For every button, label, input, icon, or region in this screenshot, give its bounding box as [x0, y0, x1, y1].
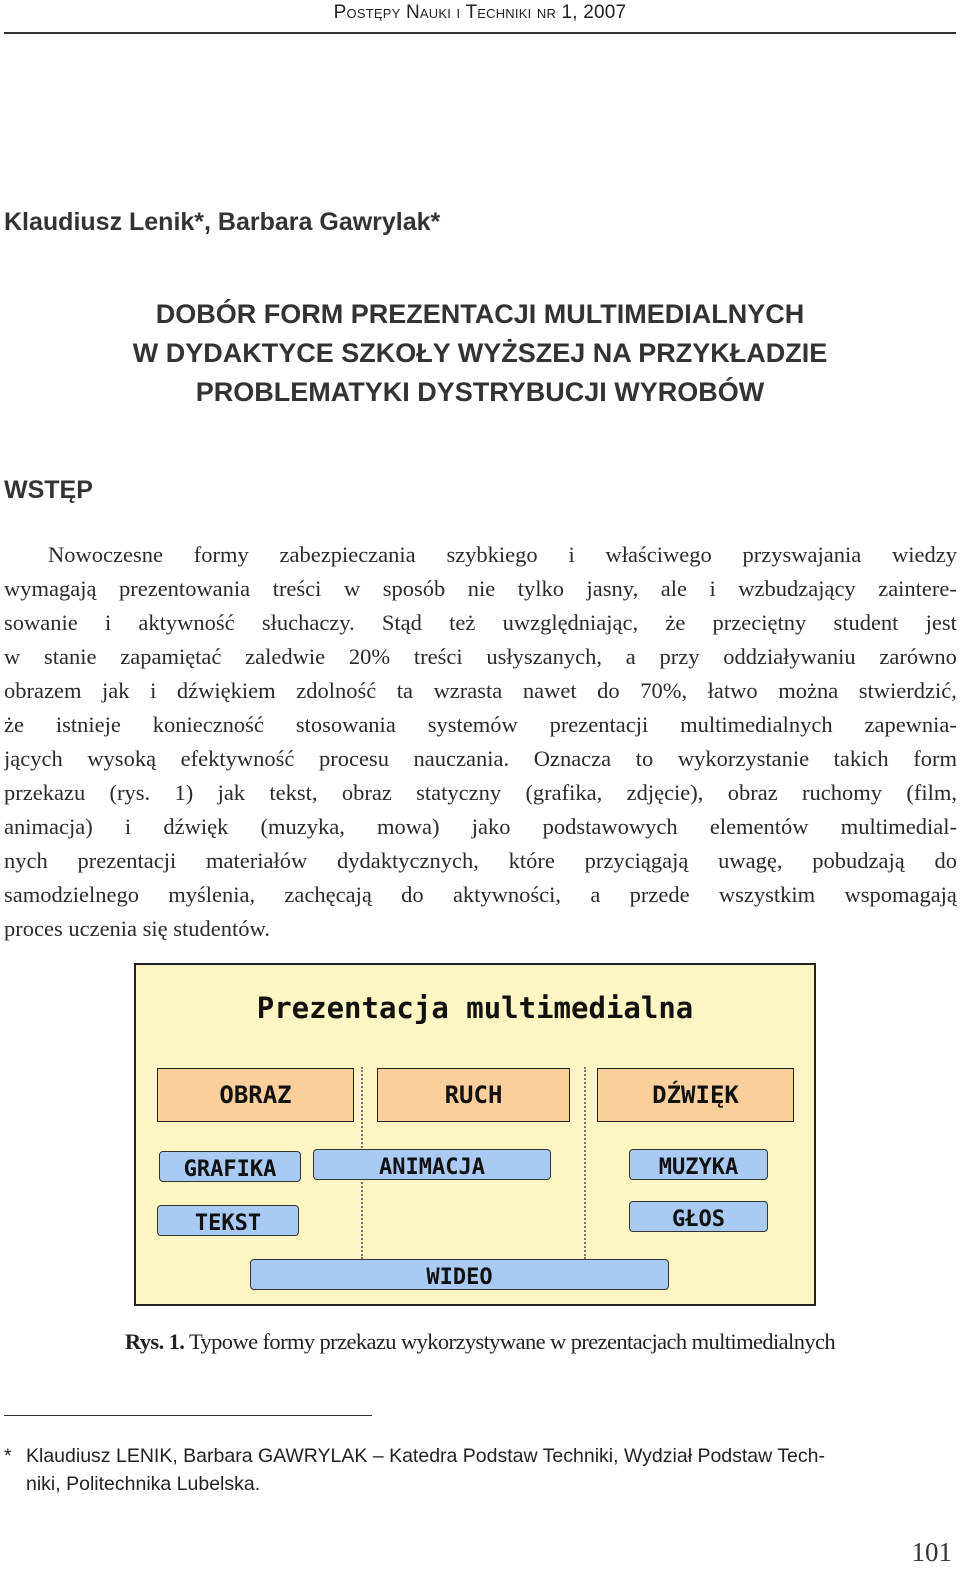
- body-word: student: [833, 610, 899, 635]
- body-word: w: [343, 576, 361, 601]
- body-word: prezentacji: [77, 848, 177, 873]
- category-dzwiek: DŹWIĘK: [597, 1068, 794, 1122]
- body-word: systemów: [427, 712, 518, 737]
- body-word: a: [590, 882, 601, 907]
- body-word: dźwięk: [163, 814, 229, 839]
- footnote-line: niki, Politechnika Lubelska.: [26, 1473, 261, 1495]
- body-word: aktywności,: [452, 882, 562, 907]
- body-line: proces uczenia się studentów.: [4, 916, 270, 941]
- item-tekst: TEKST: [157, 1205, 299, 1236]
- body-word: 1): [174, 780, 194, 805]
- body-word: (grafika,: [525, 780, 603, 805]
- footnote-rule: [4, 1415, 372, 1416]
- body-word: zdjęcie),: [626, 780, 704, 805]
- body-word: wiedzy: [891, 542, 957, 567]
- item-animacja: ANIMACJA: [313, 1149, 551, 1180]
- body-word: stwierdzić,: [858, 678, 957, 703]
- body-word: konieczność: [152, 712, 264, 737]
- body-line: [4, 538, 957, 572]
- body-word: zaintere-: [878, 576, 957, 601]
- body-word: zapewnia-: [864, 712, 957, 737]
- header-rule: [4, 32, 956, 34]
- body-word: przeciętny: [712, 610, 807, 635]
- body-word: przede: [629, 882, 690, 907]
- body-word: i: [709, 576, 716, 601]
- body-word: usłyszanych,: [486, 644, 602, 669]
- body-word: ta: [396, 678, 413, 703]
- item-muzyka: MUZYKA: [629, 1149, 768, 1180]
- body-word: statyczny: [416, 780, 502, 805]
- body-word: można: [778, 678, 839, 703]
- body-word: treści: [272, 576, 322, 601]
- body-word: do: [934, 848, 957, 873]
- body-word: też: [449, 610, 476, 635]
- body-word: pobudzają: [812, 848, 905, 873]
- page-number: 101: [911, 1537, 952, 1567]
- body-word: wysoką: [87, 746, 157, 771]
- body-word: stanie: [44, 644, 97, 669]
- body-word: prezentowania: [118, 576, 251, 601]
- body-word: oddziaływaniu: [723, 644, 856, 669]
- running-header: [0, 0, 960, 38]
- body-word: istnieje: [55, 712, 121, 737]
- body-word: dydaktycznych,: [337, 848, 479, 873]
- column-divider: [584, 1067, 586, 1259]
- body-word: zaledwie: [245, 644, 326, 669]
- body-word: to: [635, 746, 654, 771]
- body-word: efektywność: [180, 746, 295, 771]
- body-word: materiałów: [206, 848, 308, 873]
- body-word: że: [665, 610, 686, 635]
- body-word: 20%: [348, 644, 391, 669]
- body-word: jasny,: [586, 576, 639, 601]
- body-word: obrazem: [4, 678, 82, 703]
- body-word: multimedial-: [840, 814, 957, 839]
- body-line: [4, 674, 957, 708]
- body-word: wymagają: [4, 576, 97, 601]
- footnote-line: Klaudiusz LENIK, Barbara GAWRYLAK – Katedra Podstaw Techniki, Wydział Podstaw Tech-: [26, 1445, 825, 1467]
- caption-label: Rys. 1.: [124, 1329, 185, 1354]
- body-word: zapamiętać: [120, 644, 222, 669]
- body-word: przyswajania: [742, 542, 862, 567]
- body-word: w: [4, 644, 21, 669]
- body-word: zdolność: [296, 678, 377, 703]
- body-word: zachęcają: [284, 882, 372, 907]
- body-line: [4, 878, 957, 912]
- category-ruch: RUCH: [377, 1068, 570, 1122]
- body-word: mowa): [377, 814, 440, 839]
- body-line: [4, 810, 957, 844]
- body-word: wzbudzający: [738, 576, 856, 601]
- body-word: i: [150, 678, 157, 703]
- body-word: nawet: [522, 678, 577, 703]
- body-word: ruchomy: [802, 780, 883, 805]
- title-line: W DYDAKTYCE SZKOŁY WYŻSZEJ NA PRZYKŁADZIE: [132, 338, 828, 368]
- body-word: zarówno: [879, 644, 957, 669]
- body-word: aktywność: [138, 610, 235, 635]
- article-title: [0, 295, 960, 412]
- body-word: nauczania.: [413, 746, 510, 771]
- body-word: sposób: [382, 576, 446, 601]
- body-word: obraz: [727, 780, 778, 805]
- body-word: przy: [659, 644, 700, 669]
- body-word: ale: [660, 576, 687, 601]
- body-word: zabezpieczania: [279, 542, 416, 567]
- body-word: przekazu: [4, 780, 86, 805]
- body-word: jak: [102, 678, 130, 703]
- category-obraz: OBRAZ: [157, 1068, 354, 1122]
- body-word: jest: [925, 610, 957, 635]
- body-word: takich: [833, 746, 889, 771]
- footnote-mark: *: [4, 1445, 12, 1467]
- body-word: wzrasta: [433, 678, 503, 703]
- body-word: nie: [467, 576, 496, 601]
- body-word: i: [568, 542, 575, 567]
- footnote-text: [26, 1442, 954, 1498]
- body-word: sowanie: [4, 610, 78, 635]
- body-line: [4, 742, 957, 776]
- body-word: tylko: [517, 576, 565, 601]
- body-word: animacja): [4, 814, 93, 839]
- body-word: że: [4, 712, 24, 737]
- body-word: (film,: [906, 780, 957, 805]
- body-word: które: [508, 848, 555, 873]
- body-word: jących: [4, 746, 63, 771]
- figure-caption: [0, 1329, 960, 1355]
- body-word: procesu: [318, 746, 389, 771]
- figure-title: Prezentacja multimedialna: [256, 991, 694, 1025]
- body-word: (rys.: [109, 780, 151, 805]
- journal-name-text: Postępy Nauki i Techniki nr 1, 2007: [333, 2, 627, 23]
- body-word: słuchaczy.: [261, 610, 355, 635]
- body-word: właściwego: [605, 542, 712, 567]
- authors: Klaudiusz Lenik*, Barbara Gawrylak*: [4, 208, 441, 236]
- figure-multimedia-forms: [134, 963, 816, 1306]
- body-line: [4, 640, 957, 674]
- body-word: szybkiego: [446, 542, 538, 567]
- body-word: jak: [217, 780, 246, 805]
- body-word: form: [913, 746, 957, 771]
- body-word: Stąd: [381, 610, 422, 635]
- body-word: myślenia,: [168, 882, 256, 907]
- body-line: [4, 708, 957, 742]
- section-heading: WSTĘP: [4, 476, 93, 504]
- body-word: uwzględniając,: [502, 610, 639, 635]
- body-word: podstawowych: [542, 814, 678, 839]
- body-word: a: [625, 644, 636, 669]
- body-word: dźwiękiem: [176, 678, 276, 703]
- journal-name: [0, 2, 960, 24]
- item-grafika: GRAFIKA: [159, 1151, 301, 1182]
- body-word: wspomagają: [844, 882, 957, 907]
- body-word: nych: [4, 848, 48, 873]
- body-word: elementów: [709, 814, 809, 839]
- body-paragraph: [4, 538, 957, 946]
- body-word: wykorzystanie: [677, 746, 810, 771]
- body-word: przyciągają: [584, 848, 689, 873]
- body-word: multimedialnych: [680, 712, 833, 737]
- body-word: do: [401, 882, 424, 907]
- body-word: formy: [193, 542, 249, 567]
- item-glos: GŁOS: [629, 1201, 768, 1232]
- body-word: uwagę,: [718, 848, 783, 873]
- body-line: [4, 606, 957, 640]
- body-word: i: [104, 610, 112, 635]
- body-word: obraz: [341, 780, 392, 805]
- body-word: Oznacza: [533, 746, 612, 771]
- body-word: tekst,: [269, 780, 318, 805]
- body-word: wszystkim: [718, 882, 816, 907]
- body-word: Nowoczesne: [48, 542, 163, 567]
- body-word: samodzielnego: [4, 882, 139, 907]
- item-wideo: WIDEO: [250, 1259, 669, 1290]
- body-word: jako: [471, 814, 511, 839]
- body-line: [4, 776, 957, 810]
- body-word: i: [124, 814, 132, 839]
- body-word: treści: [413, 644, 463, 669]
- body-line: [4, 572, 957, 606]
- body-word: łatwo: [707, 678, 758, 703]
- body-word: prezentacji: [549, 712, 649, 737]
- caption-text: Typowe formy przekazu wykorzystywane w prezentacjach multimedialnych: [188, 1329, 836, 1354]
- title-line: DOBÓR FORM PREZENTACJI MULTIMEDIALNYCH: [155, 299, 805, 329]
- body-word: stosowania: [295, 712, 396, 737]
- body-word: do: [597, 678, 620, 703]
- title-line: PROBLEMATYKI DYSTRYBUCJI WYROBÓW: [195, 377, 765, 407]
- body-word: 70%,: [640, 678, 688, 703]
- body-word: (muzyka,: [260, 814, 345, 839]
- body-line: [4, 844, 957, 878]
